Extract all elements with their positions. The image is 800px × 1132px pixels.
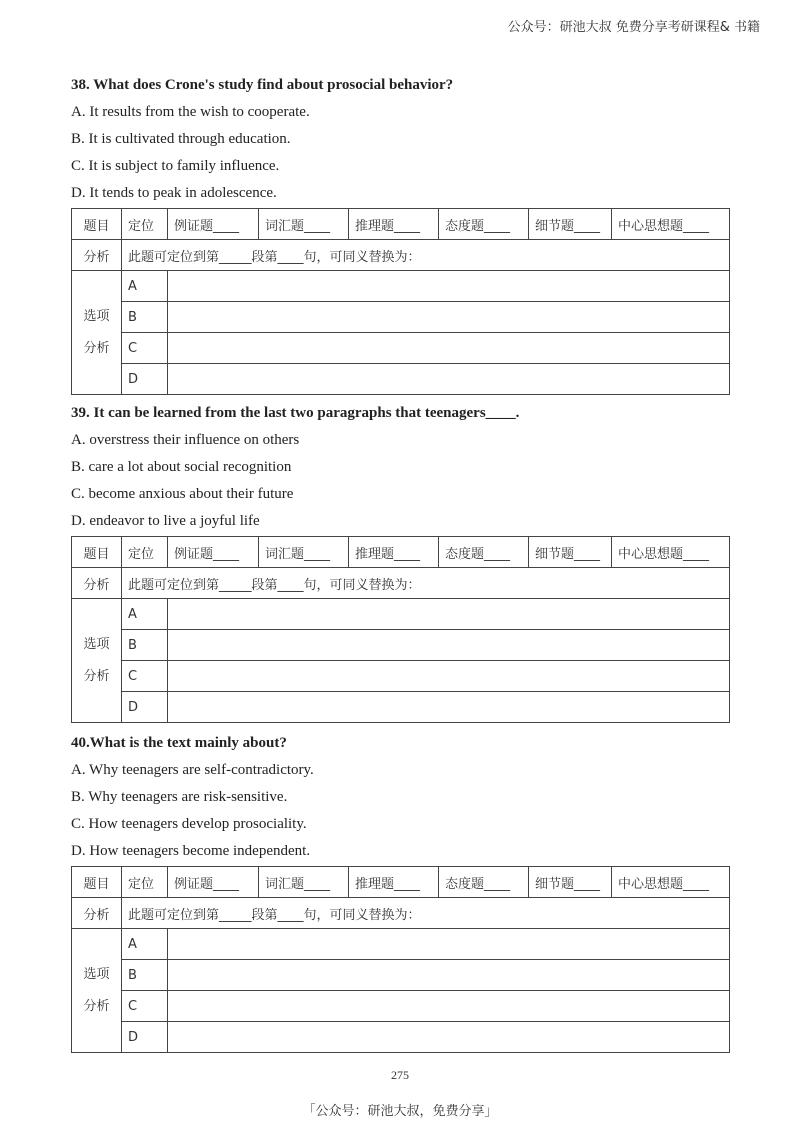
answer-cell-c[interactable] — [168, 661, 730, 692]
question-38 — [71, 72, 731, 395]
row-label-title: 题目 — [72, 537, 122, 568]
type-main-idea: 中心思想题____ — [612, 867, 730, 898]
type-detail: 细节题____ — [529, 537, 612, 568]
locate-sentence: 此题可定位到第_____段第____句，可同义替换为： — [122, 240, 730, 271]
answer-cell-d[interactable] — [168, 1022, 730, 1053]
option-d: D. It tends to peak in adolescence. — [71, 185, 277, 201]
answer-cell-a[interactable] — [168, 929, 730, 960]
type-example: 例证题____ — [168, 209, 259, 240]
type-inference: 推理题____ — [349, 867, 439, 898]
answer-cell-b[interactable] — [168, 630, 730, 661]
type-main-idea: 中心思想题____ — [612, 537, 730, 568]
analysis-table — [71, 208, 730, 395]
option-d: D. endeavor to live a joyful life — [71, 513, 260, 529]
letter-c: C — [122, 661, 168, 692]
question-title: 38. What does Crone's study find about prosocial behavior? — [71, 77, 454, 93]
option-c: C. become anxious about their future — [71, 486, 294, 502]
type-attitude: 态度题____ — [439, 537, 529, 568]
answer-cell-d[interactable] — [168, 692, 730, 723]
options-analysis-label: 选项 分析 — [72, 271, 122, 395]
option-d: D. How teenagers become independent. — [71, 843, 311, 859]
locate-label: 定位 — [122, 537, 168, 568]
type-detail: 细节题____ — [529, 867, 612, 898]
answer-cell-c[interactable] — [168, 333, 730, 364]
row-label-title: 题目 — [72, 867, 122, 898]
letter-b: B — [122, 960, 168, 991]
letter-b: B — [122, 302, 168, 333]
option-a: A. Why teenagers are self-contradictory. — [71, 762, 314, 778]
locate-label: 定位 — [122, 209, 168, 240]
type-attitude: 态度题____ — [439, 209, 529, 240]
option-a: A. It results from the wish to cooperate. — [71, 104, 310, 120]
letter-c: C — [122, 991, 168, 1022]
type-vocab: 词汇题____ — [259, 537, 349, 568]
row-label-analysis: 分析 — [72, 568, 122, 599]
option-c: C. It is subject to family influence. — [71, 158, 280, 174]
row-label-title: 题目 — [72, 209, 122, 240]
type-main-idea: 中心思想题____ — [612, 209, 730, 240]
locate-label: 定位 — [122, 867, 168, 898]
answer-cell-a[interactable] — [168, 271, 730, 302]
answer-cell-b[interactable] — [168, 960, 730, 991]
answer-cell-d[interactable] — [168, 364, 730, 395]
letter-d: D — [122, 364, 168, 395]
question-39 — [71, 400, 731, 723]
options-analysis-label: 选项 分析 — [72, 929, 122, 1053]
question-title: 40.What is the text mainly about? — [71, 735, 287, 751]
question-title: 39. It can be learned from the last two paragraphs that teenagers____. — [71, 405, 520, 421]
answer-cell-a[interactable] — [168, 599, 730, 630]
option-b: B. Why teenagers are risk-sensitive. — [71, 789, 288, 805]
question-40 — [71, 730, 731, 1053]
row-label-analysis: 分析 — [72, 240, 122, 271]
letter-d: D — [122, 1022, 168, 1053]
answer-cell-b[interactable] — [168, 302, 730, 333]
locate-sentence: 此题可定位到第_____段第____句，可同义替换为： — [122, 898, 730, 929]
letter-a: A — [122, 929, 168, 960]
analysis-table — [71, 536, 730, 723]
type-inference: 推理题____ — [349, 209, 439, 240]
option-c: C. How teenagers develop prosociality. — [71, 816, 307, 832]
option-b: B. care a lot about social recognition — [71, 459, 292, 475]
letter-c: C — [122, 333, 168, 364]
letter-b: B — [122, 630, 168, 661]
locate-sentence: 此题可定位到第_____段第____句，可同义替换为： — [122, 568, 730, 599]
row-label-analysis: 分析 — [72, 898, 122, 929]
type-example: 例证题____ — [168, 867, 259, 898]
analysis-table — [71, 866, 730, 1053]
option-a: A. overstress their influence on others — [71, 432, 300, 448]
type-example: 例证题____ — [168, 537, 259, 568]
type-vocab: 词汇题____ — [259, 209, 349, 240]
header-note: 公众号：研池大叔 免费分享考研课程& 书籍 — [507, 20, 760, 35]
letter-a: A — [122, 271, 168, 302]
type-attitude: 态度题____ — [439, 867, 529, 898]
answer-cell-c[interactable] — [168, 991, 730, 1022]
letter-a: A — [122, 599, 168, 630]
page-number: 275 — [391, 1068, 409, 1082]
type-detail: 细节题____ — [529, 209, 612, 240]
options-analysis-label: 选项 分析 — [72, 599, 122, 723]
letter-d: D — [122, 692, 168, 723]
footer-note: 「公众号：研池大叔，免费分享」 — [302, 1104, 498, 1119]
option-b: B. It is cultivated through education. — [71, 131, 291, 147]
type-vocab: 词汇题____ — [259, 867, 349, 898]
type-inference: 推理题____ — [349, 537, 439, 568]
